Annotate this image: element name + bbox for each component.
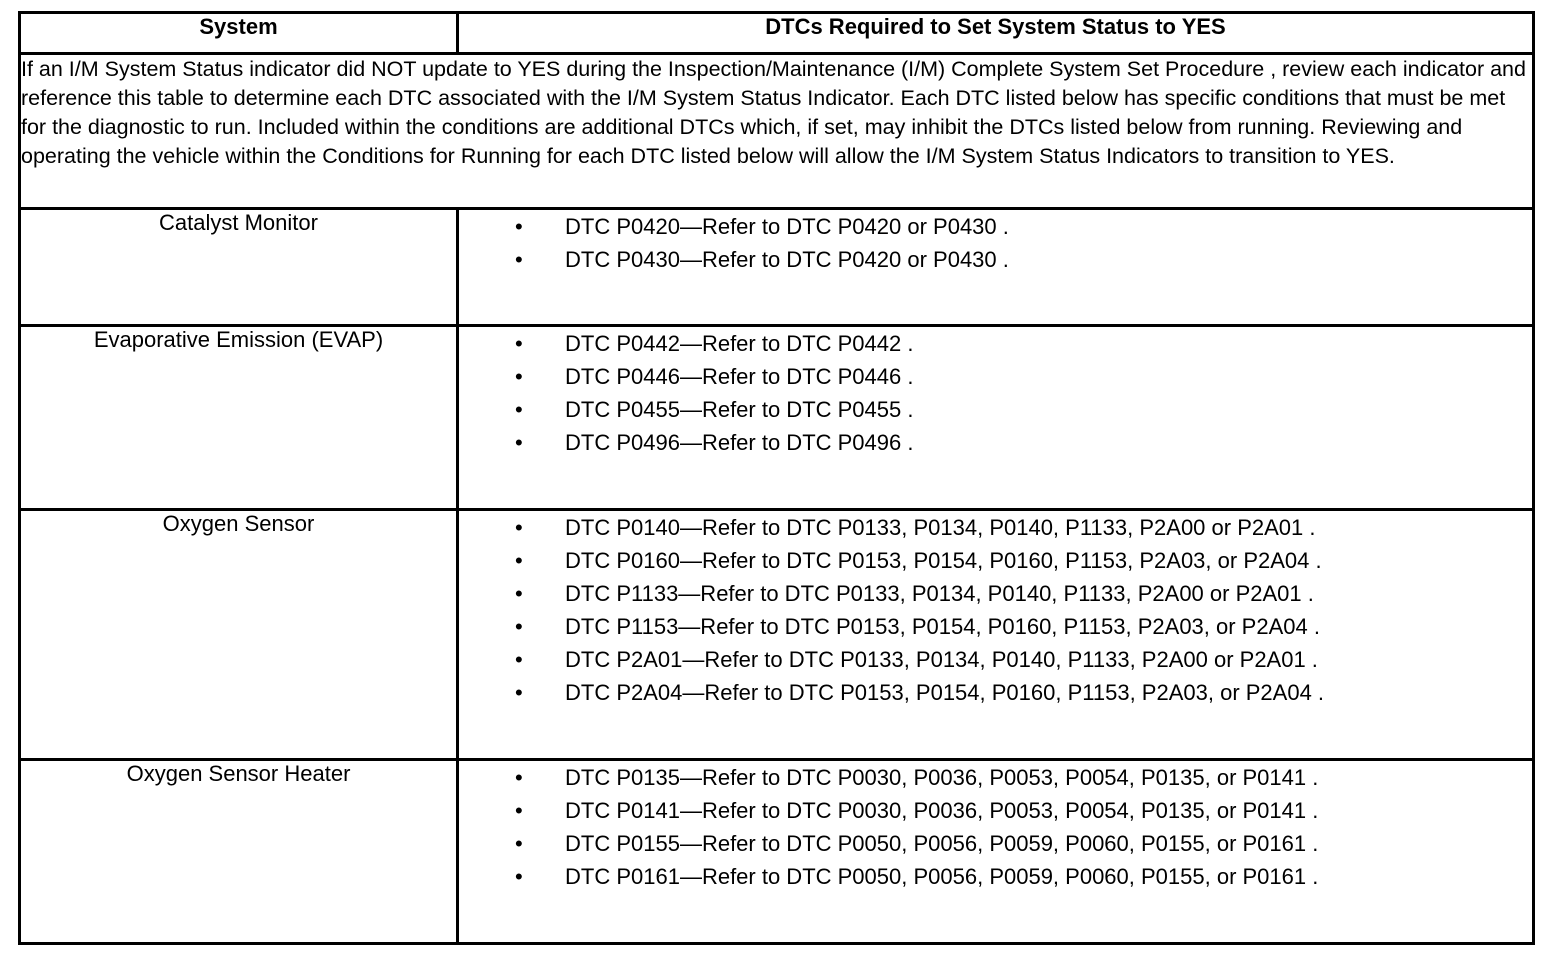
bullet-icon: • [515, 581, 523, 606]
list-item [459, 794, 1532, 827]
system-name: Evaporative Emission (EVAP) [20, 326, 458, 510]
bullet-icon: • [515, 680, 523, 705]
bullet-icon: • [515, 831, 523, 856]
dtc-text: DTC P2A01—Refer to DTC P0133, P0134, P0140, P1133, P2A00 or P2A01 . [565, 647, 1318, 672]
dtc-list-cell [458, 209, 1534, 326]
system-name: Oxygen Sensor [20, 510, 458, 760]
dtc-text: DTC P0155—Refer to DTC P0050, P0056, P0059, P0060, P0155, or P0161 . [565, 831, 1319, 856]
intro-row [20, 54, 1534, 209]
column-header-system: System [20, 13, 458, 54]
bullet-icon: • [515, 548, 523, 573]
dtc-text: DTC P0446—Refer to DTC P0446 . [565, 364, 914, 389]
dtc-text: DTC P1133—Refer to DTC P0133, P0134, P0140, P1133, P2A00 or P2A01 . [565, 581, 1314, 606]
list-item [459, 610, 1532, 643]
list-item [459, 327, 1532, 360]
column-header-dtcs: DTCs Required to Set System Status to YES [458, 13, 1534, 54]
list-item [459, 393, 1532, 426]
list-item [459, 761, 1532, 794]
dtc-text: DTC P0420—Refer to DTC P0420 or P0430 . [565, 214, 1009, 239]
bullet-icon: • [515, 864, 523, 889]
bullet-icon: • [515, 765, 523, 790]
bullet-icon: • [515, 397, 523, 422]
intro-text: If an I/M System Status indicator did NOT update to YES during the Inspection/Maintenance (I/M) Complete System Set Procedure , review each indicator and reference this table to determine each DTC associated with the I/M System Status Indicator. Each DTC listed below has specific conditions that must be met for the diagnostic to run. Included within the conditions are additional DTCs which, if set, may inhibit the DTCs listed below from running. Reviewing and operating the vehicle within the Conditions for Running for each DTC listed below will allow the I/M System Status Indicators to transition to YES. [20, 54, 1534, 209]
list-item [459, 243, 1532, 276]
dtc-text: DTC P0135—Refer to DTC P0030, P0036, P0053, P0054, P0135, or P0141 . [565, 765, 1319, 790]
dtc-list [459, 761, 1532, 893]
bullet-icon: • [515, 364, 523, 389]
dtc-list [459, 327, 1532, 459]
list-item [459, 544, 1532, 577]
dtc-text: DTC P0141—Refer to DTC P0030, P0036, P0053, P0054, P0135, or P0141 . [565, 798, 1319, 823]
dtc-text: DTC P1153—Refer to DTC P0153, P0154, P0160, P1153, P2A03, or P2A04 . [565, 614, 1320, 639]
dtc-text: DTC P0496—Refer to DTC P0496 . [565, 430, 914, 455]
bullet-icon: • [515, 214, 523, 239]
dtc-text: DTC P0430—Refer to DTC P0420 or P0430 . [565, 247, 1009, 272]
table-row-oxygen-sensor-heater [20, 760, 1534, 944]
bullet-icon: • [515, 515, 523, 540]
list-item [459, 860, 1532, 893]
dtc-text: DTC P0140—Refer to DTC P0133, P0134, P0140, P1133, P2A00 or P2A01 . [565, 515, 1316, 540]
bullet-icon: • [515, 614, 523, 639]
list-item [459, 210, 1532, 243]
list-item [459, 577, 1532, 610]
list-item [459, 511, 1532, 544]
list-item [459, 426, 1532, 459]
bullet-icon: • [515, 430, 523, 455]
dtc-list [459, 511, 1532, 709]
bullet-icon: • [515, 247, 523, 272]
dtc-text: DTC P0160—Refer to DTC P0153, P0154, P0160, P1153, P2A03, or P2A04 . [565, 548, 1322, 573]
dtc-requirements-table [18, 11, 1535, 945]
dtc-text: DTC P2A04—Refer to DTC P0153, P0154, P0160, P1153, P2A03, or P2A04 . [565, 680, 1325, 705]
table-row-catalyst-monitor [20, 209, 1534, 326]
list-item [459, 360, 1532, 393]
list-item [459, 827, 1532, 860]
dtc-text: DTC P0455—Refer to DTC P0455 . [565, 397, 914, 422]
bullet-icon: • [515, 798, 523, 823]
dtc-text: DTC P0161—Refer to DTC P0050, P0056, P0059, P0060, P0155, or P0161 . [565, 864, 1319, 889]
system-name: Catalyst Monitor [20, 209, 458, 326]
list-item [459, 676, 1532, 709]
dtc-text: DTC P0442—Refer to DTC P0442 . [565, 331, 914, 356]
dtc-list-cell [458, 760, 1534, 944]
system-name: Oxygen Sensor Heater [20, 760, 458, 944]
table-row-evap [20, 326, 1534, 510]
list-item [459, 643, 1532, 676]
bullet-icon: • [515, 647, 523, 672]
table-row-oxygen-sensor [20, 510, 1534, 760]
bullet-icon: • [515, 331, 523, 356]
dtc-list-cell [458, 326, 1534, 510]
header-row [20, 13, 1534, 54]
dtc-list-cell [458, 510, 1534, 760]
dtc-list [459, 210, 1532, 276]
